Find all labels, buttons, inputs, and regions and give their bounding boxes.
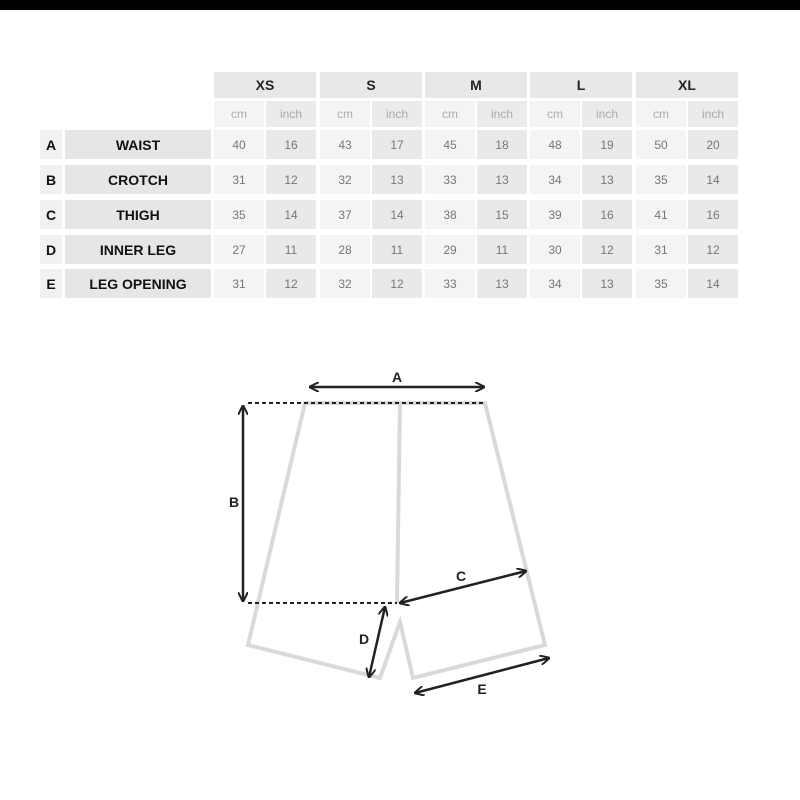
value-cm: 34 [530,269,580,298]
unit-header-cm: cm [636,101,686,127]
value-cm: 48 [530,130,580,159]
measurement-name: LEG OPENING [65,269,211,298]
value-inch: 18 [477,130,527,159]
value-inch: 12 [266,269,316,298]
value-cm: 30 [530,235,580,264]
value-cm: 31 [636,235,686,264]
value-cm: 31 [214,165,264,194]
shorts-center-seam [397,403,400,603]
unit-header-inch: inch [582,101,632,127]
value-cm: 45 [425,130,475,159]
value-inch: 16 [266,130,316,159]
row-letter: A [40,130,62,159]
value-inch: 20 [688,130,738,159]
label-d: D [358,631,370,647]
value-cm: 35 [214,200,264,229]
label-b: B [228,494,240,510]
unit-header-inch: inch [372,101,422,127]
value-inch: 11 [477,235,527,264]
measurement-name: CROTCH [65,165,211,194]
label-c: C [455,568,467,584]
value-inch: 11 [372,235,422,264]
row-letter: D [40,235,62,264]
value-inch: 13 [477,165,527,194]
value-cm: 32 [320,269,370,298]
unit-header-inch: inch [477,101,527,127]
value-cm: 43 [320,130,370,159]
value-inch: 14 [372,200,422,229]
row-letter: B [40,165,62,194]
value-cm: 27 [214,235,264,264]
value-inch: 19 [582,130,632,159]
value-cm: 28 [320,235,370,264]
value-cm: 40 [214,130,264,159]
value-inch: 14 [688,269,738,298]
unit-header-inch: inch [266,101,316,127]
value-cm: 35 [636,165,686,194]
value-inch: 12 [372,269,422,298]
size-header-xs: XS [214,72,316,98]
value-cm: 33 [425,165,475,194]
value-cm: 41 [636,200,686,229]
row-letter: E [40,269,62,298]
value-cm: 33 [425,269,475,298]
value-inch: 15 [477,200,527,229]
label-e: E [477,681,487,697]
value-cm: 39 [530,200,580,229]
measurement-name: WAIST [65,130,211,159]
value-cm: 31 [214,269,264,298]
value-cm: 29 [425,235,475,264]
value-inch: 11 [266,235,316,264]
unit-header-inch: inch [688,101,738,127]
value-inch: 13 [372,165,422,194]
value-cm: 32 [320,165,370,194]
value-inch: 14 [688,165,738,194]
unit-header-cm: cm [530,101,580,127]
row-letter: C [40,200,62,229]
label-a: A [391,369,403,385]
unit-header-cm: cm [425,101,475,127]
value-inch: 12 [582,235,632,264]
value-inch: 13 [477,269,527,298]
value-cm: 37 [320,200,370,229]
value-cm: 38 [425,200,475,229]
value-cm: 35 [636,269,686,298]
value-inch: 16 [688,200,738,229]
measurement-name: THIGH [65,200,211,229]
value-cm: 34 [530,165,580,194]
unit-header-cm: cm [320,101,370,127]
unit-header-cm: cm [214,101,264,127]
value-inch: 13 [582,165,632,194]
measurement-name: INNER LEG [65,235,211,264]
value-inch: 12 [688,235,738,264]
value-inch: 14 [266,200,316,229]
value-inch: 12 [266,165,316,194]
size-header-s: S [320,72,422,98]
value-inch: 13 [582,269,632,298]
value-inch: 17 [372,130,422,159]
size-header-m: M [425,72,527,98]
size-header-l: L [530,72,632,98]
value-cm: 50 [636,130,686,159]
value-inch: 16 [582,200,632,229]
size-header-xl: XL [636,72,738,98]
